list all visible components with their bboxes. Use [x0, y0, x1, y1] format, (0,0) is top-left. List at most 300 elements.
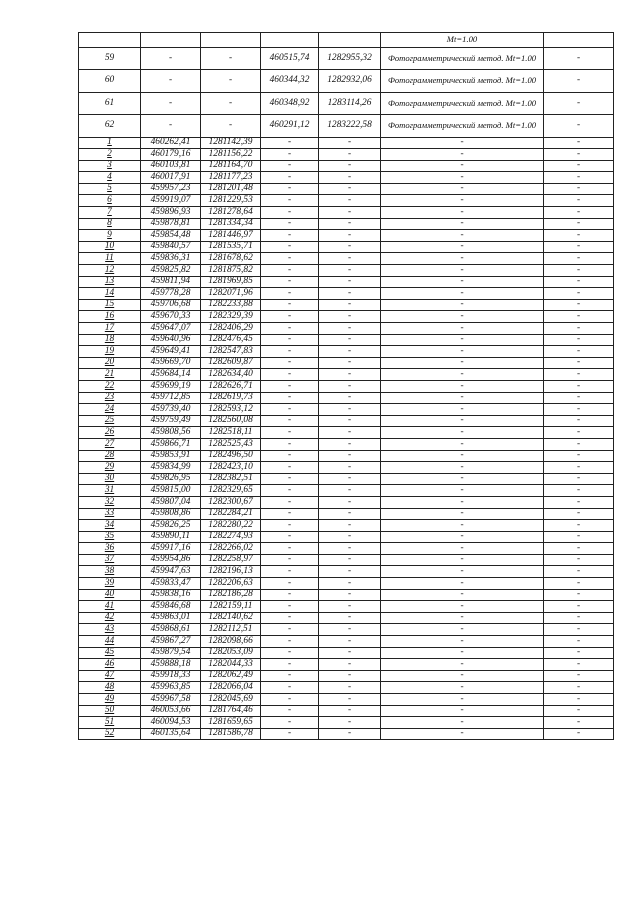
cell-extra: - [544, 241, 614, 253]
cell-method: - [381, 624, 544, 636]
cell-extra: - [544, 276, 614, 288]
cell-method: - [381, 682, 544, 694]
table-row [79, 346, 614, 358]
table-row [79, 554, 614, 566]
cell-number: 1 [79, 137, 141, 149]
cell-extra: - [544, 531, 614, 543]
cell-old-x: 459878,81 [141, 218, 201, 230]
cell-extra: - [544, 195, 614, 207]
table-row [79, 369, 614, 381]
cell-extra: - [544, 543, 614, 555]
table-row [79, 589, 614, 601]
cell-old-x: 459967,58 [141, 694, 201, 706]
cell-extra: - [544, 392, 614, 404]
cell-new-x: - [261, 705, 319, 717]
cell-number: 42 [79, 612, 141, 624]
cell-new-x: - [261, 462, 319, 474]
cell-new-x: - [261, 299, 319, 311]
cell-number: 34 [79, 520, 141, 532]
cell-new-x: - [261, 647, 319, 659]
cell-method: - [381, 323, 544, 335]
cell-new-y: 1282932,06 [319, 70, 381, 93]
cell-new-y: - [319, 612, 381, 624]
cell-extra: - [544, 346, 614, 358]
cell-new-y: - [319, 566, 381, 578]
cell-old-x: 459684,14 [141, 369, 201, 381]
cell-new-x: - [261, 508, 319, 520]
cell-method: - [381, 543, 544, 555]
cell-number: 44 [79, 636, 141, 648]
cell-new-x: - [261, 438, 319, 450]
cell-new-y: - [319, 137, 381, 149]
cell-number: 21 [79, 369, 141, 381]
cell-number: 18 [79, 334, 141, 346]
cell-old-y: 1281229,53 [201, 195, 261, 207]
cell-number: 22 [79, 380, 141, 392]
cell-old-y: 1281875,82 [201, 265, 261, 277]
cell-extra: - [544, 705, 614, 717]
cell-extra: - [544, 70, 614, 93]
cell-method: - [381, 415, 544, 427]
cell-new-y: - [319, 717, 381, 729]
table-row [79, 172, 614, 184]
cell-old-y: 1282159,11 [201, 601, 261, 613]
coordinates-table [78, 32, 614, 740]
cell-new-y: - [319, 149, 381, 161]
cell-number: 19 [79, 346, 141, 358]
cell-old-x: 459778,28 [141, 288, 201, 300]
cell-new-y: - [319, 589, 381, 601]
cell-method: Фотограмметрический метод. Mt=1.00 [381, 47, 544, 70]
cell-method: - [381, 311, 544, 323]
cell-old-y: 1282382,51 [201, 473, 261, 485]
cell-new-y: - [319, 195, 381, 207]
cell-new-y: - [319, 670, 381, 682]
cell-method: - [381, 554, 544, 566]
cell-number: 28 [79, 450, 141, 462]
cell-new-y: - [319, 659, 381, 671]
cell-old-y: 1281678,62 [201, 253, 261, 265]
cell-new-y: - [319, 311, 381, 323]
cell-new-y: 1283114,26 [319, 92, 381, 115]
cell-method: - [381, 172, 544, 184]
cell-extra: - [544, 636, 614, 648]
cell-method: - [381, 288, 544, 300]
cell-extra: - [544, 357, 614, 369]
cell-new-x: - [261, 473, 319, 485]
cell-old-x: 459853,91 [141, 450, 201, 462]
cell-method: - [381, 218, 544, 230]
cell-old-x: 459957,23 [141, 183, 201, 195]
cell-old-y: 1282300,67 [201, 496, 261, 508]
cell-method: - [381, 207, 544, 219]
table-body [79, 33, 614, 740]
cell-old-y: 1282266,02 [201, 543, 261, 555]
cell-method: - [381, 473, 544, 485]
cell-old-x: 459811,94 [141, 276, 201, 288]
cell-old-x: 459815,00 [141, 485, 201, 497]
cell-method: - [381, 636, 544, 648]
cell-new-x: - [261, 149, 319, 161]
table-row [79, 149, 614, 161]
table-row [79, 357, 614, 369]
cell-new-x: - [261, 415, 319, 427]
cell-extra [544, 33, 614, 48]
cell-extra: - [544, 427, 614, 439]
cell-old-x: 459888,18 [141, 659, 201, 671]
cell-new-x: - [261, 612, 319, 624]
table-row [79, 218, 614, 230]
cell-method: - [381, 195, 544, 207]
table-row [79, 288, 614, 300]
cell-new-y: 1283222,58 [319, 115, 381, 138]
table-row [79, 659, 614, 671]
cell-old-y: 1281659,65 [201, 717, 261, 729]
cell-method: - [381, 694, 544, 706]
table-row [79, 682, 614, 694]
cell-old-x: 459649,41 [141, 346, 201, 358]
cell-method: - [381, 357, 544, 369]
cell-old-x: 459890,11 [141, 531, 201, 543]
cell-new-x: - [261, 566, 319, 578]
cell-new-y: - [319, 357, 381, 369]
cell-old-x [141, 33, 201, 48]
cell-number: 16 [79, 311, 141, 323]
cell-number: 7 [79, 207, 141, 219]
cell-extra: - [544, 230, 614, 242]
cell-number: 2 [79, 149, 141, 161]
cell-number: 37 [79, 554, 141, 566]
cell-method: - [381, 334, 544, 346]
cell-old-y: 1282071,96 [201, 288, 261, 300]
cell-new-x: - [261, 670, 319, 682]
cell-method: Фотограмметрический метод. Mt=1.00 [381, 115, 544, 138]
cell-old-y [201, 33, 261, 48]
cell-old-y: 1282280,22 [201, 520, 261, 532]
cell-extra: - [544, 554, 614, 566]
cell-new-x: - [261, 578, 319, 590]
cell-number: 30 [79, 473, 141, 485]
cell-extra: - [544, 299, 614, 311]
cell-new-x: - [261, 682, 319, 694]
cell-new-x: 460344,32 [261, 70, 319, 93]
cell-extra: - [544, 682, 614, 694]
table-row [79, 496, 614, 508]
cell-old-y: - [201, 70, 261, 93]
table-row [79, 276, 614, 288]
cell-method: - [381, 299, 544, 311]
cell-old-y: 1281156,22 [201, 149, 261, 161]
cell-extra: - [544, 137, 614, 149]
cell-new-y: - [319, 404, 381, 416]
cell-old-y: 1282423,10 [201, 462, 261, 474]
cell-old-y: 1281201,48 [201, 183, 261, 195]
cell-method: - [381, 589, 544, 601]
cell-new-y: - [319, 323, 381, 335]
table-row [79, 728, 614, 740]
table-row [79, 462, 614, 474]
cell-method: - [381, 670, 544, 682]
cell-number: 11 [79, 253, 141, 265]
cell-old-y: 1282066,04 [201, 682, 261, 694]
cell-old-y: 1282560,08 [201, 415, 261, 427]
cell-old-y: - [201, 115, 261, 138]
cell-old-y: 1282274,93 [201, 531, 261, 543]
cell-new-x: - [261, 601, 319, 613]
table-row [79, 115, 614, 138]
cell-extra: - [544, 578, 614, 590]
cell-number: 40 [79, 589, 141, 601]
table-row [79, 70, 614, 93]
cell-extra: - [544, 694, 614, 706]
table-row [79, 612, 614, 624]
table-row [79, 334, 614, 346]
cell-new-x: - [261, 288, 319, 300]
cell-number: 25 [79, 415, 141, 427]
cell-old-y: 1282329,65 [201, 485, 261, 497]
cell-old-y: 1282062,49 [201, 670, 261, 682]
table-row [79, 183, 614, 195]
cell-old-x: 459863,01 [141, 612, 201, 624]
cell-old-y: 1282233,88 [201, 299, 261, 311]
cell-old-x: 459739,40 [141, 404, 201, 416]
cell-method: - [381, 612, 544, 624]
cell-new-y: - [319, 334, 381, 346]
cell-old-x: 460017,91 [141, 172, 201, 184]
table-row [79, 299, 614, 311]
cell-old-x: 459838,16 [141, 589, 201, 601]
cell-old-x: 459947,63 [141, 566, 201, 578]
cell-extra: - [544, 92, 614, 115]
cell-old-y: 1281969,85 [201, 276, 261, 288]
cell-number: 31 [79, 485, 141, 497]
cell-number [79, 33, 141, 48]
cell-method: - [381, 346, 544, 358]
cell-method: - [381, 380, 544, 392]
cell-number: 8 [79, 218, 141, 230]
cell-new-y: - [319, 230, 381, 242]
cell-new-x: - [261, 276, 319, 288]
cell-old-x: 459963,85 [141, 682, 201, 694]
cell-old-y: 1282619,73 [201, 392, 261, 404]
cell-extra: - [544, 183, 614, 195]
cell-method: - [381, 566, 544, 578]
cell-method: Фотограмметрический метод. Mt=1.00 [381, 92, 544, 115]
cell-old-y: 1282112,51 [201, 624, 261, 636]
cell-new-x: - [261, 496, 319, 508]
cell-extra: - [544, 496, 614, 508]
cell-old-y: 1281142,39 [201, 137, 261, 149]
cell-extra: - [544, 334, 614, 346]
table-row [79, 473, 614, 485]
cell-old-x: - [141, 47, 201, 70]
cell-old-y: 1282626,71 [201, 380, 261, 392]
cell-number: 45 [79, 647, 141, 659]
table-row [79, 566, 614, 578]
cell-method: - [381, 659, 544, 671]
table-row [79, 670, 614, 682]
cell-new-x: - [261, 241, 319, 253]
cell-old-y: 1281535,71 [201, 241, 261, 253]
cell-new-y: - [319, 241, 381, 253]
table-row [79, 230, 614, 242]
table-row [79, 241, 614, 253]
cell-new-y: - [319, 601, 381, 613]
cell-number: 14 [79, 288, 141, 300]
cell-old-y: 1282098,66 [201, 636, 261, 648]
cell-extra: - [544, 288, 614, 300]
cell-old-x: - [141, 92, 201, 115]
cell-old-y: 1282609,87 [201, 357, 261, 369]
table-row [79, 705, 614, 717]
cell-old-y: 1282496,50 [201, 450, 261, 462]
cell-number: 48 [79, 682, 141, 694]
cell-new-x: - [261, 659, 319, 671]
cell-old-x: 459808,56 [141, 427, 201, 439]
cell-extra: - [544, 438, 614, 450]
table-row [79, 160, 614, 172]
cell-old-x: 459759,49 [141, 415, 201, 427]
cell-new-x: - [261, 624, 319, 636]
table-row [79, 253, 614, 265]
cell-old-x: 459834,99 [141, 462, 201, 474]
cell-method: - [381, 137, 544, 149]
cell-number: 49 [79, 694, 141, 706]
cell-old-x: 459868,61 [141, 624, 201, 636]
cell-old-y: 1281334,34 [201, 218, 261, 230]
cell-number: 36 [79, 543, 141, 555]
cell-extra: - [544, 717, 614, 729]
cell-new-x: - [261, 717, 319, 729]
cell-extra: - [544, 612, 614, 624]
cell-new-y: - [319, 682, 381, 694]
cell-old-y: 1282053,09 [201, 647, 261, 659]
cell-new-x: - [261, 694, 319, 706]
cell-new-x: - [261, 450, 319, 462]
cell-extra: - [544, 380, 614, 392]
cell-number: 3 [79, 160, 141, 172]
cell-old-y: 1281586,78 [201, 728, 261, 740]
cell-number: 32 [79, 496, 141, 508]
cell-old-x: 459640,96 [141, 334, 201, 346]
cell-new-x: - [261, 404, 319, 416]
cell-new-y: - [319, 265, 381, 277]
table-row [79, 311, 614, 323]
cell-method: - [381, 578, 544, 590]
cell-old-y: 1282284,21 [201, 508, 261, 520]
cell-new-x: - [261, 554, 319, 566]
table-row [79, 265, 614, 277]
cell-old-y: 1282258,97 [201, 554, 261, 566]
cell-number: 17 [79, 323, 141, 335]
cell-old-y: 1282329,39 [201, 311, 261, 323]
cell-new-y: - [319, 473, 381, 485]
cell-extra: - [544, 450, 614, 462]
cell-number: 13 [79, 276, 141, 288]
cell-new-x: - [261, 160, 319, 172]
cell-old-x: 460103,81 [141, 160, 201, 172]
table-row [79, 438, 614, 450]
cell-new-y: - [319, 531, 381, 543]
cell-new-y [319, 33, 381, 48]
cell-new-x: - [261, 520, 319, 532]
table-row [79, 427, 614, 439]
cell-new-y: - [319, 253, 381, 265]
table-row [79, 450, 614, 462]
cell-new-x [261, 33, 319, 48]
cell-old-x: - [141, 70, 201, 93]
cell-number: 10 [79, 241, 141, 253]
cell-method: - [381, 462, 544, 474]
cell-old-x: 460135,64 [141, 728, 201, 740]
cell-old-x: 459954,86 [141, 554, 201, 566]
cell-old-y: 1282518,11 [201, 427, 261, 439]
cell-method: - [381, 717, 544, 729]
cell-number: 24 [79, 404, 141, 416]
cell-new-y: - [319, 392, 381, 404]
cell-number: 15 [79, 299, 141, 311]
cell-number: 9 [79, 230, 141, 242]
cell-old-x: 459826,95 [141, 473, 201, 485]
cell-extra: - [544, 369, 614, 381]
cell-new-y: - [319, 288, 381, 300]
cell-number: 61 [79, 92, 141, 115]
cell-extra: - [544, 160, 614, 172]
cell-extra: - [544, 218, 614, 230]
table-row [79, 647, 614, 659]
table-row [79, 47, 614, 70]
cell-number: 41 [79, 601, 141, 613]
cell-method: - [381, 485, 544, 497]
cell-new-y: - [319, 369, 381, 381]
cell-old-y: 1281278,64 [201, 207, 261, 219]
cell-old-x: 459879,54 [141, 647, 201, 659]
table-row [79, 531, 614, 543]
cell-extra: - [544, 47, 614, 70]
cell-extra: - [544, 473, 614, 485]
cell-old-y: 1282196,13 [201, 566, 261, 578]
cell-old-x: 459854,48 [141, 230, 201, 242]
cell-new-x: - [261, 230, 319, 242]
cell-new-x: - [261, 207, 319, 219]
cell-old-y: 1282045,69 [201, 694, 261, 706]
cell-method: - [381, 404, 544, 416]
cell-old-x: 459918,33 [141, 670, 201, 682]
cell-old-x: 459699,19 [141, 380, 201, 392]
cell-old-x: 459706,68 [141, 299, 201, 311]
cell-new-x: - [261, 369, 319, 381]
cell-extra: - [544, 311, 614, 323]
cell-method: - [381, 149, 544, 161]
table-row [79, 543, 614, 555]
cell-number: 26 [79, 427, 141, 439]
cell-new-y: - [319, 578, 381, 590]
cell-extra: - [544, 172, 614, 184]
cell-extra: - [544, 728, 614, 740]
cell-new-y: - [319, 207, 381, 219]
cell-new-x: - [261, 218, 319, 230]
cell-extra: - [544, 624, 614, 636]
cell-new-x: - [261, 195, 319, 207]
cell-method: Фотограмметрический метод. Mt=1.00 [381, 70, 544, 93]
cell-number: 27 [79, 438, 141, 450]
cell-number: 59 [79, 47, 141, 70]
table-row [79, 694, 614, 706]
cell-old-y: 1281764,46 [201, 705, 261, 717]
cell-new-y: - [319, 636, 381, 648]
cell-old-x: 459808,86 [141, 508, 201, 520]
cell-method: - [381, 241, 544, 253]
